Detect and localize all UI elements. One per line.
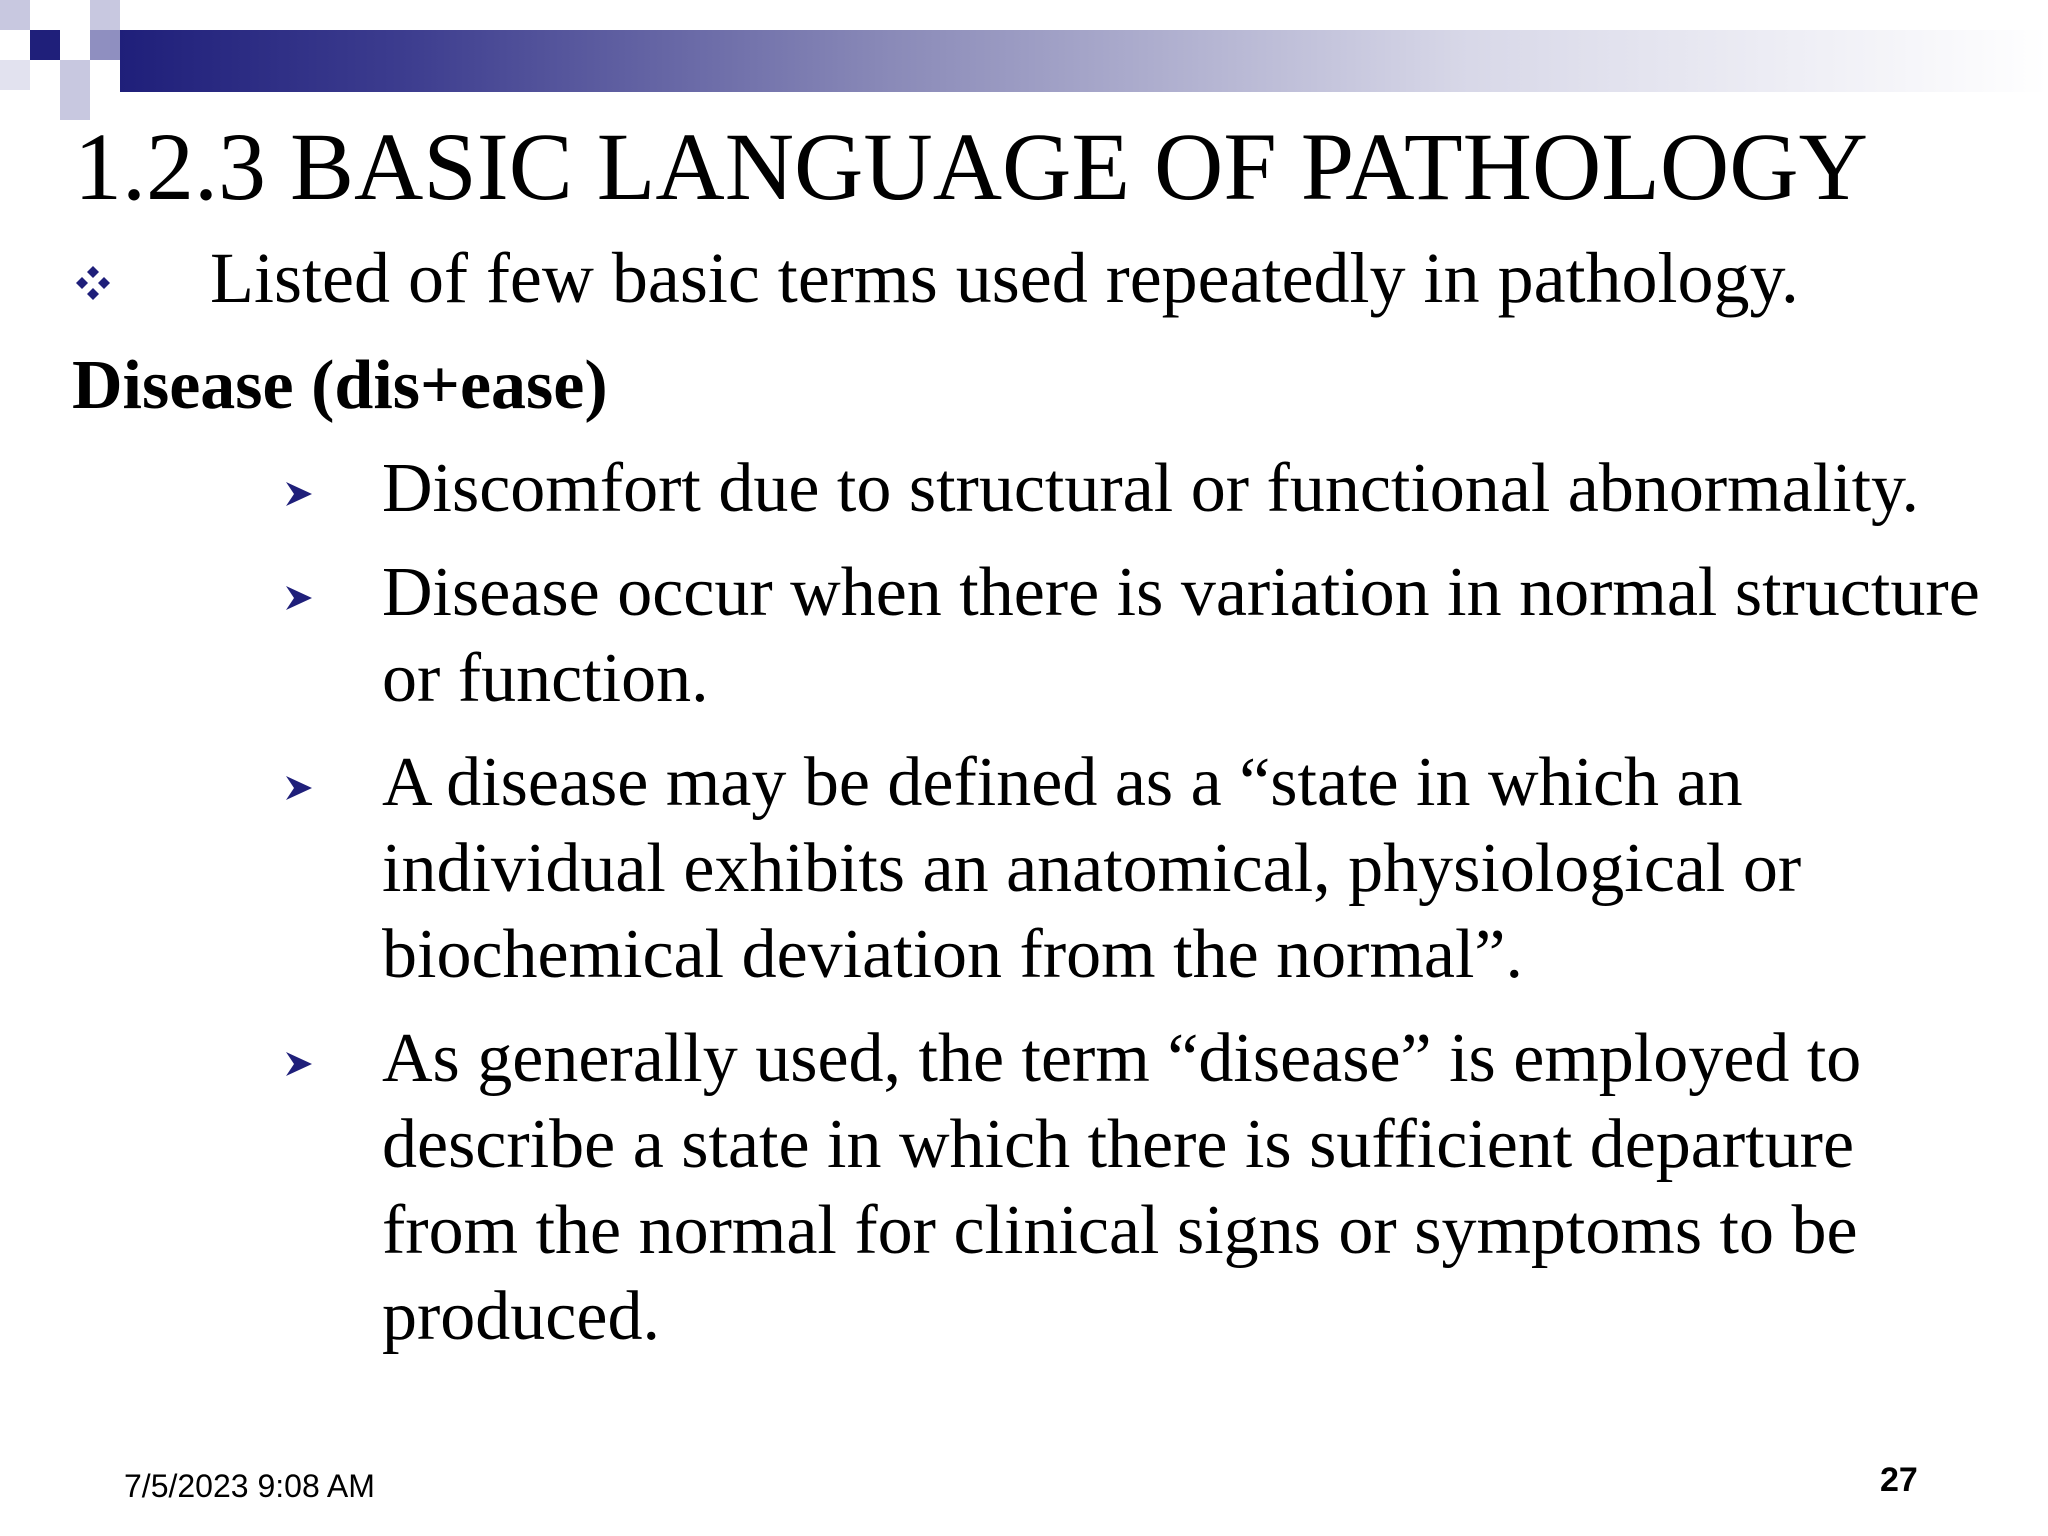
list-item-text: Disease occur when there is variation in normal structure or function. bbox=[382, 554, 1980, 717]
arrow-bullet-icon bbox=[282, 740, 382, 826]
intro-bullet bbox=[70, 236, 2030, 320]
decor-square bbox=[0, 0, 30, 30]
decor-square bbox=[90, 30, 120, 60]
list-item bbox=[282, 740, 1982, 998]
definition-list bbox=[282, 446, 1982, 1378]
top-gradient-bar bbox=[120, 30, 2048, 92]
decor-square bbox=[0, 60, 30, 90]
list-item bbox=[282, 1016, 1982, 1360]
decor-square bbox=[30, 0, 60, 30]
footer-date: 7/5/2023 9:08 AM bbox=[124, 1468, 375, 1504]
section-heading: Disease (dis+ease) bbox=[72, 347, 608, 424]
decor-square bbox=[60, 60, 90, 90]
arrow-bullet-icon bbox=[282, 446, 382, 532]
list-item-text: As generally used, the term “disease” is employed to describe a state in which there is sufficient departure from the normal for clinical signs or symptoms to be produced. bbox=[382, 1020, 1862, 1355]
diamond-cluster-icon bbox=[70, 236, 210, 320]
list-item bbox=[282, 446, 1982, 532]
decor-square bbox=[30, 30, 60, 60]
list-item bbox=[282, 550, 1982, 722]
decor-square bbox=[90, 0, 120, 30]
arrow-bullet-icon bbox=[282, 1016, 382, 1102]
arrow-bullet-icon bbox=[282, 550, 382, 636]
list-item-text: Discomfort due to structural or functional abnormality. bbox=[382, 450, 1919, 527]
page-number: 27 bbox=[1880, 1461, 1918, 1499]
list-item-text: A disease may be defined as a “state in which an individual exhibits an anatomical, physiological or biochemical deviation from the normal”. bbox=[382, 744, 1802, 993]
decor-square bbox=[90, 60, 120, 90]
slide-title: 1.2.3 BASIC LANGUAGE OF PATHOLOGY bbox=[74, 113, 1868, 220]
intro-text: Listed of few basic terms used repeatedly in pathology. bbox=[210, 238, 1799, 318]
